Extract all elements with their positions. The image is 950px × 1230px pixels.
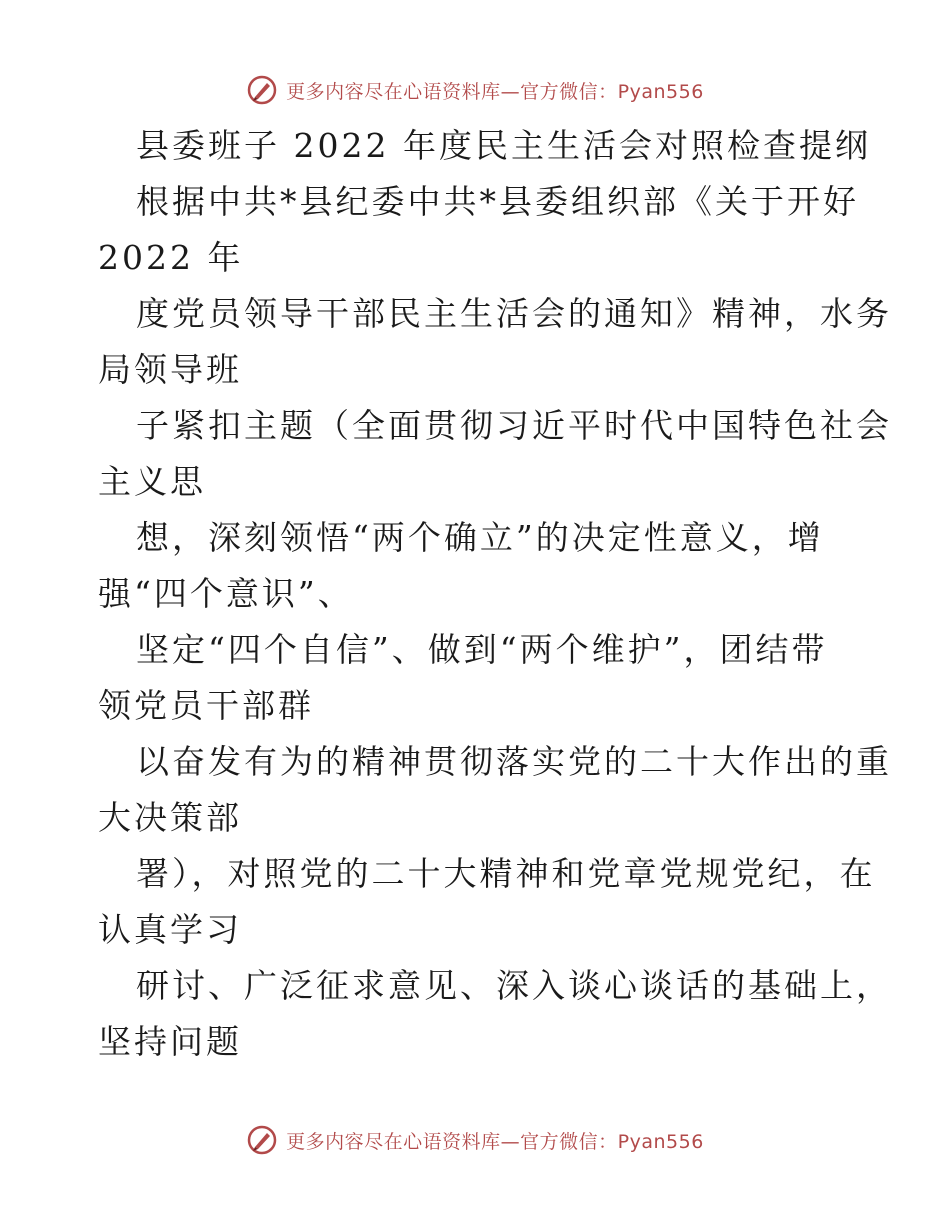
document-line: 强“四个意识”、	[98, 574, 354, 613]
document-line: 度党员领导干部民主生活会的通知》精神，水务	[136, 294, 892, 333]
document-line: 研讨、广泛征求意见、深入谈心谈话的基础上，	[136, 966, 892, 1005]
document-line: 坚持问题	[98, 1022, 242, 1061]
document-line: 以奋发有为的精神贯彻落实党的二十大作出的重	[136, 742, 892, 781]
document-line: 想，深刻领悟“两个确立”的决定性意义，增	[136, 518, 824, 557]
document-line: 根据中共*县纪委中共*县委组织部《关于开好	[136, 182, 859, 221]
document-line: 领党员干部群	[98, 686, 314, 725]
document-line: 子紧扣主题（全面贯彻习近平时代中国特色社会	[136, 406, 892, 445]
header-watermark-banner	[0, 72, 950, 108]
pen-logo-icon	[246, 74, 278, 106]
header-watermark-text: 更多内容尽在心语资料库—官方微信：Pyan556	[286, 80, 704, 103]
document-line: 局领导班	[98, 350, 242, 389]
document-body	[98, 118, 892, 1070]
document-line: 署），对照党的二十大精神和党章党规党纪，在	[136, 854, 876, 893]
footer-watermark-banner	[0, 1122, 950, 1158]
document-line: 坚定“四个自信”、做到“两个维护”，团结带	[136, 630, 828, 669]
document-line: 2022 年	[98, 238, 244, 277]
pen-logo-icon	[246, 1124, 278, 1156]
footer-watermark-text: 更多内容尽在心语资料库—官方微信：Pyan556	[286, 1130, 704, 1153]
document-line: 主义思	[98, 462, 206, 501]
document-line: 认真学习	[98, 910, 242, 949]
document-line: 县委班子 2022 年度民主生活会对照检查提纲	[136, 126, 871, 165]
document-line: 大决策部	[98, 798, 242, 837]
